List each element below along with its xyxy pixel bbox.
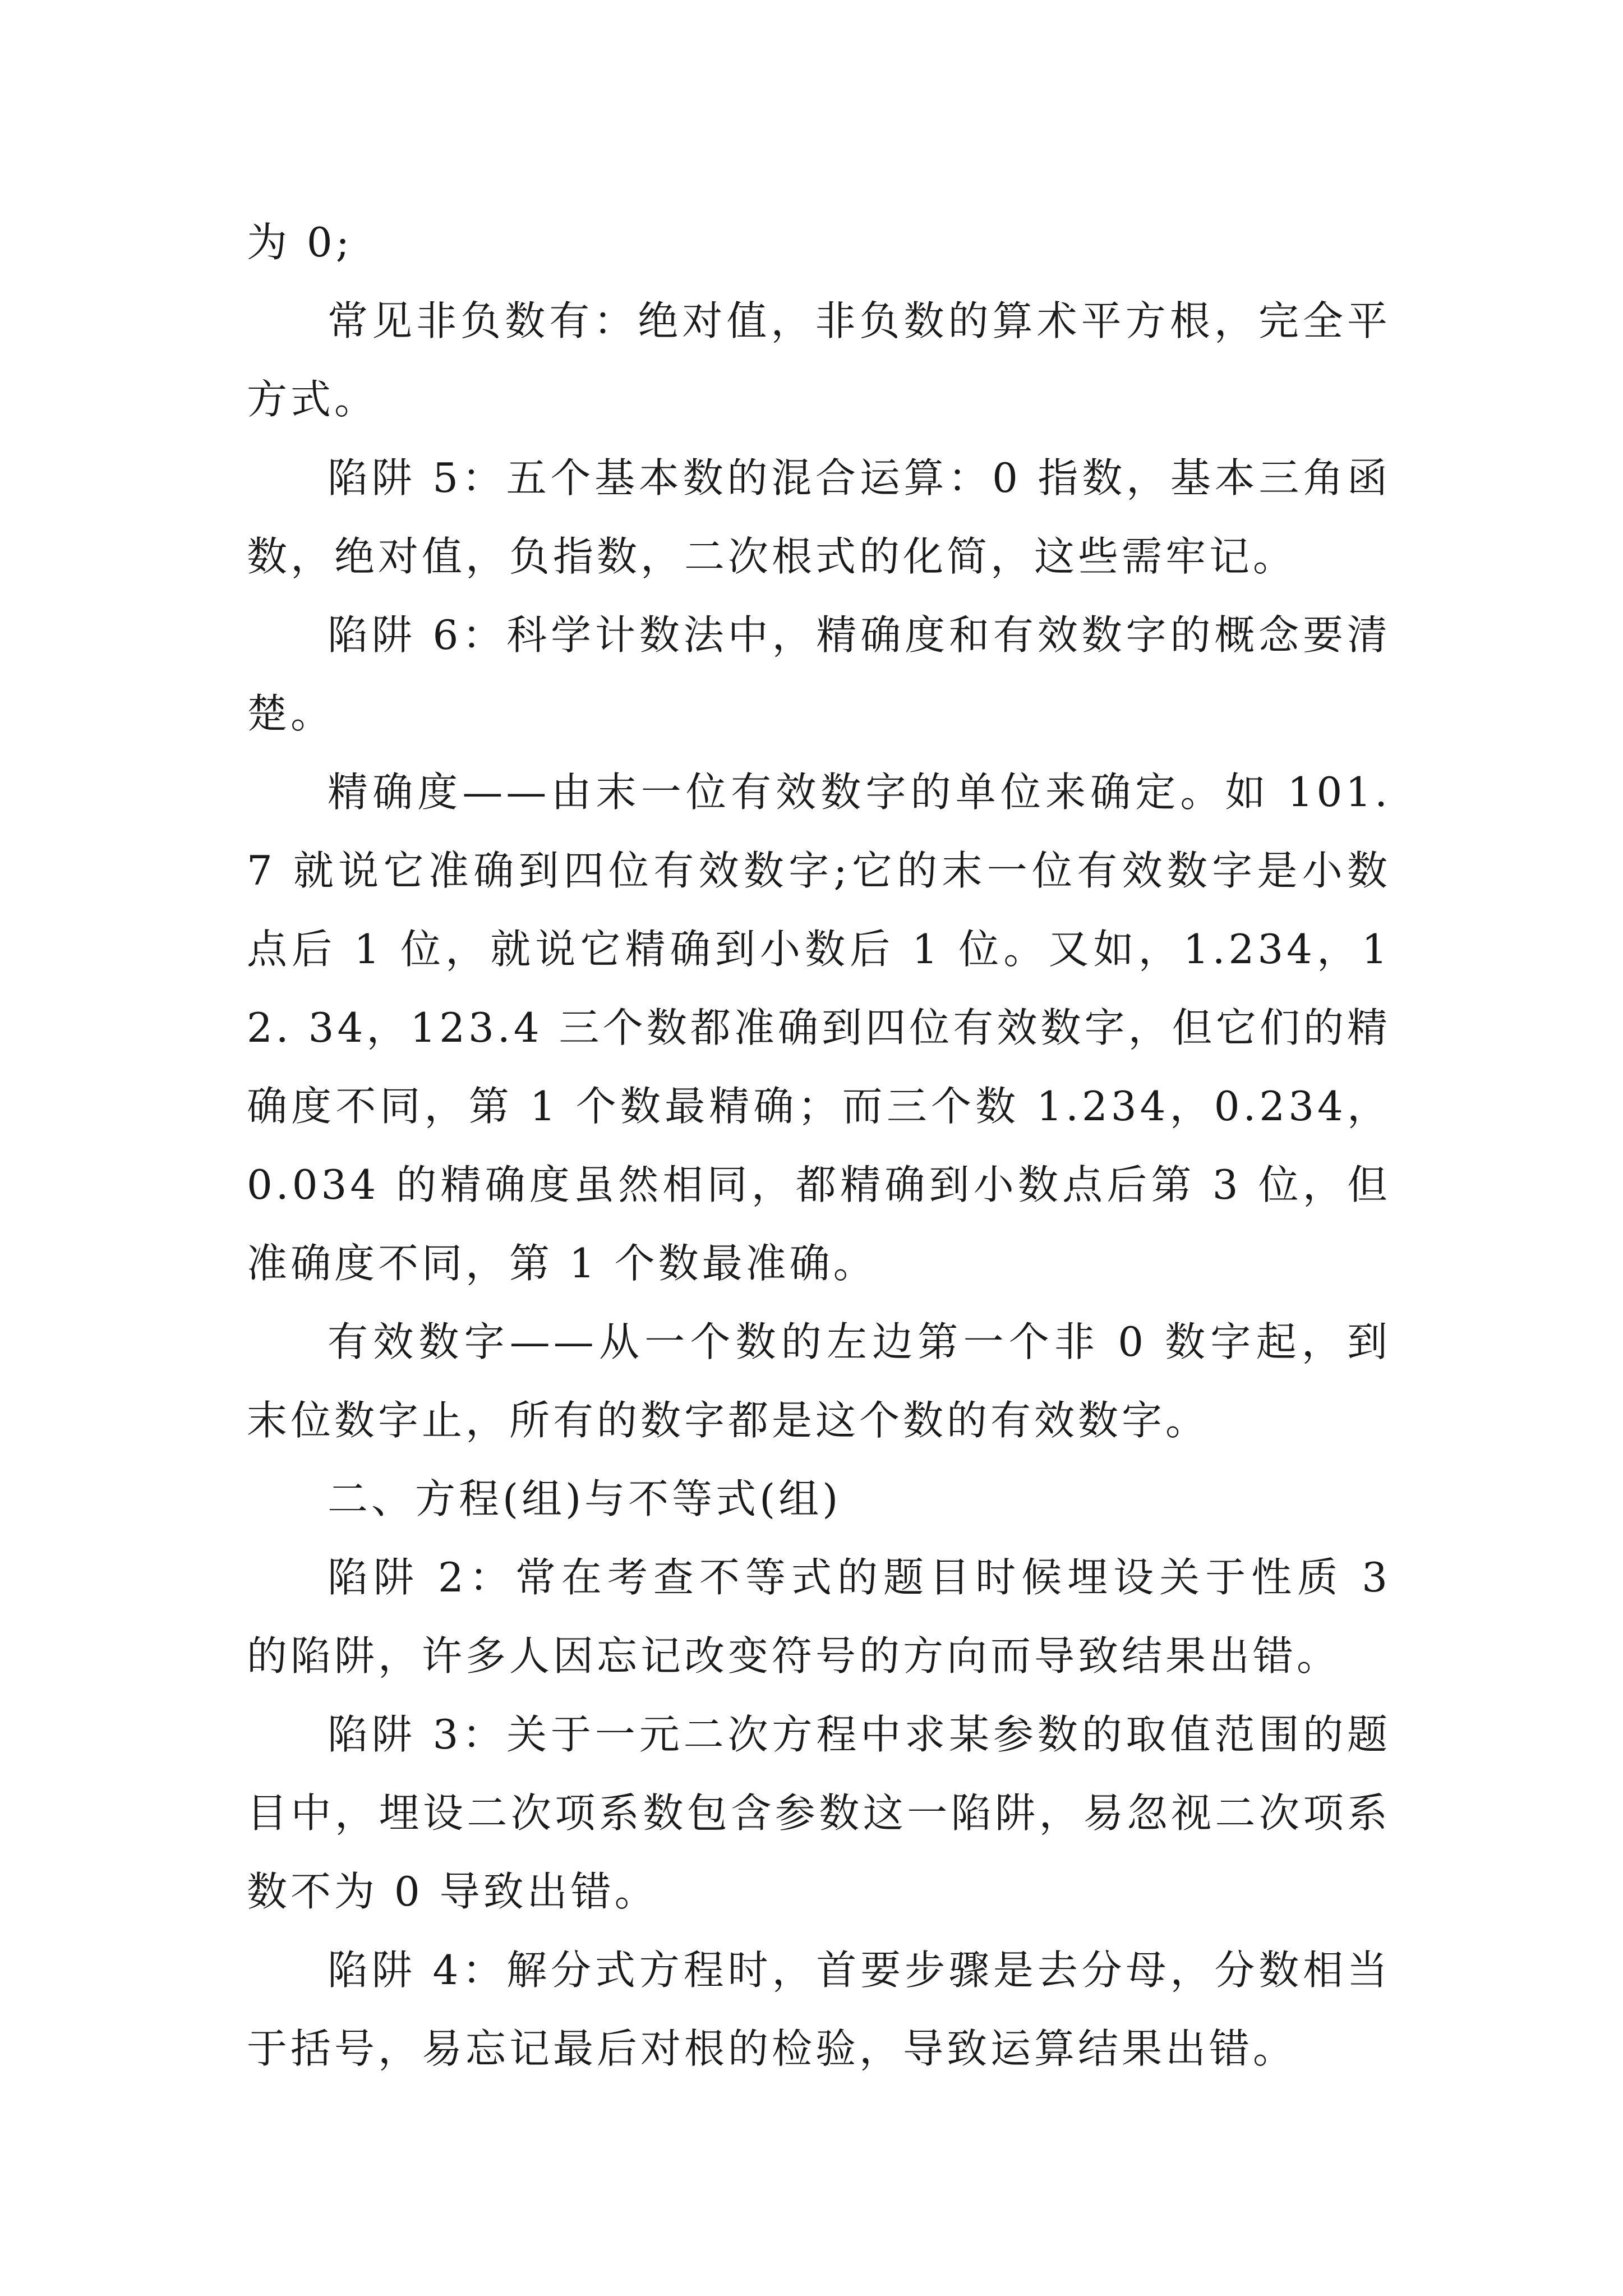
paragraph-significant-figures: 有效数字——从一个数的左边第一个非 0 数字起，到末位数字止，所有的数字都是这个数的有效数字。 [247, 1318, 1391, 1444]
paragraph-precision: 精确度——由末一位有效数字的单位来确定。如 101.7 就说它准确到四位有效数字;它的末一位有效数字是小数点后 1 位，就说它精确到小数后 1 位。又如，1.234，12. 34，123.4 三个数都准确到四位有效数字，但它们的精确度不同，第 1 个数最精确；而三个数 1.234，0.234，0.034 的精确度虽然相同，都精确到小数点后第 3 位，但准确度不同，第 1 个数最准确。 [247, 769, 1391, 1287]
paragraph-trap-2: 陷阱 2：常在考查不等式的题目时候埋设关于性质 3 的陷阱，许多人因忘记改变符号的方向而导致结果出错。 [247, 1554, 1391, 1680]
section-heading-equations-inequalities: 二、方程(组)与不等式(组) [328, 1475, 842, 1522]
document-body [247, 203, 1391, 2088]
paragraph-trap-5: 陷阱 5：五个基本数的混合运算：0 指数，基本三角函数，绝对值，负指数，二次根式的化简，这些需牢记。 [247, 454, 1391, 580]
paragraph-trap-4: 陷阱 4：解分式方程时，首要步骤是去分母，分数相当于括号，易忘记最后对根的检验，导致运算结果出错。 [247, 1947, 1391, 2072]
paragraph-continuation: 为 0; [247, 219, 353, 266]
paragraph-trap-3: 陷阱 3：关于一元二次方程中求某参数的取值范围的题目中，埋设二次项系数包含参数这一陷阱，易忽视二次项系数不为 0 导致出错。 [247, 1711, 1391, 1915]
paragraph-trap-6: 陷阱 6：科学计数法中，精确度和有效数字的概念要清楚。 [247, 611, 1391, 737]
paragraph-non-negative-numbers: 常见非负数有：绝对值，非负数的算术平方根，完全平方式。 [247, 297, 1391, 423]
